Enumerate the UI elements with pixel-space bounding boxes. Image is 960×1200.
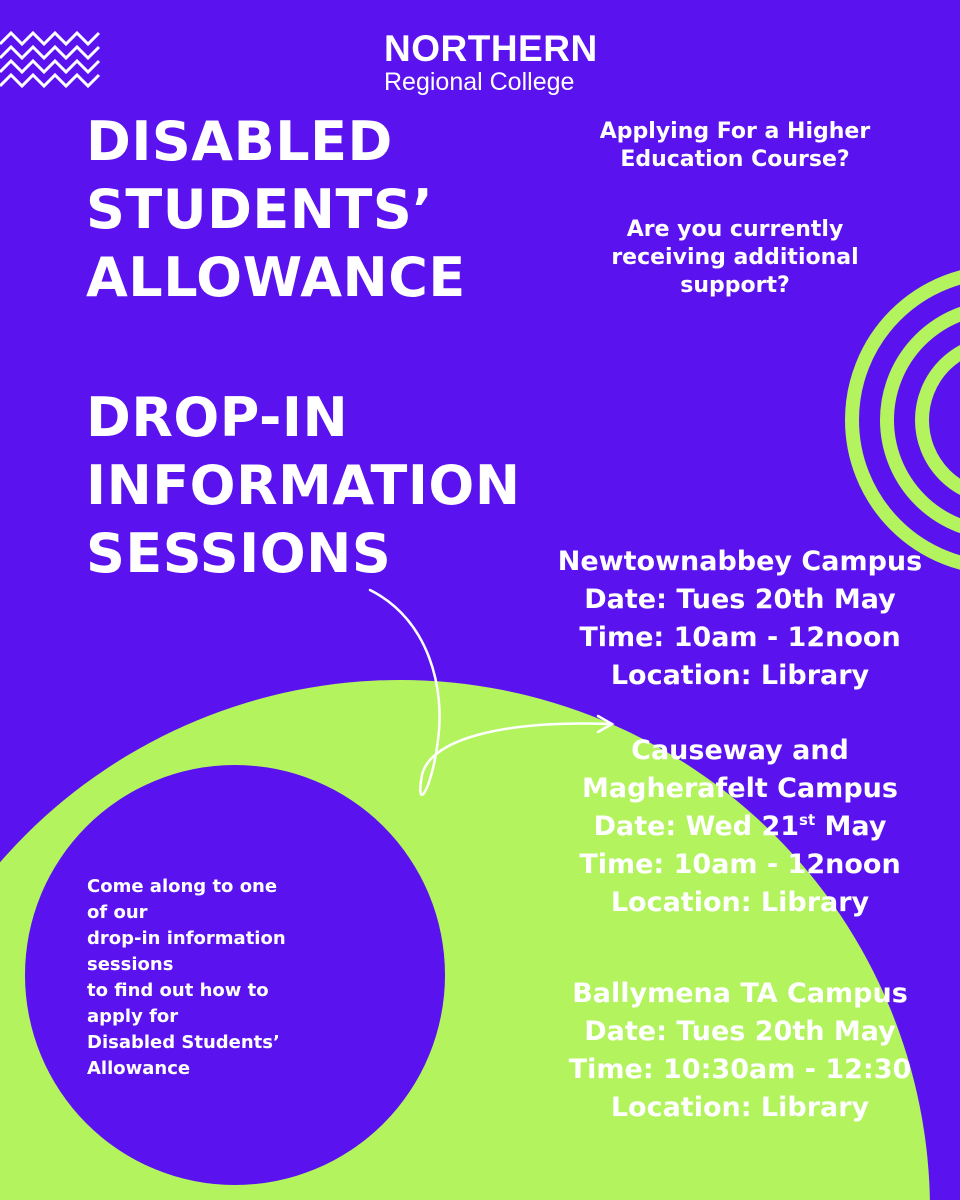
- intro-line: Come along to one: [87, 876, 278, 897]
- session-campus: Causeway and: [631, 735, 849, 766]
- session-date: [520, 808, 960, 846]
- college-logo: [384, 30, 598, 96]
- logo-name: NORTHERN: [384, 28, 598, 69]
- zigzag-icon: [0, 33, 99, 86]
- session-ballymena: [520, 975, 960, 1127]
- question-line: receiving additional: [611, 245, 859, 270]
- session-date-ordinal: st: [799, 811, 816, 829]
- intro-line: sessions: [87, 954, 174, 975]
- intro-line: Allowance: [87, 1058, 191, 1079]
- session-date: Date: Tues 20th May: [584, 584, 896, 615]
- logo-subtitle: Regional College: [384, 68, 575, 96]
- session-newtownabbey: [520, 543, 960, 695]
- session-date-prefix: Date: Wed 21: [593, 811, 800, 842]
- intro-line: drop-in information: [87, 928, 286, 949]
- intro-line: to find out how to: [87, 980, 269, 1001]
- session-date-suffix: May: [815, 811, 887, 842]
- session-campus: Ballymena TA Campus: [572, 978, 908, 1009]
- session-campus: Magherafelt Campus: [582, 773, 898, 804]
- question-additional-support: [570, 216, 900, 300]
- session-date: Date: Tues 20th May: [584, 1016, 896, 1047]
- question-line: Are you currently: [626, 217, 844, 242]
- headline-subtitle-line: SESSIONS: [86, 522, 392, 585]
- question-line: Applying For a Higher: [599, 119, 871, 144]
- session-campus: Newtownabbey Campus: [557, 546, 923, 577]
- session-time: Time: 10am - 12noon: [579, 849, 901, 880]
- concentric-rings-icon: [852, 272, 960, 568]
- headline-title-line: STUDENTS’: [86, 178, 434, 241]
- session-causeway-magherafelt: [520, 732, 960, 922]
- intro-line: apply for: [87, 1006, 179, 1027]
- session-time: Time: 10am - 12noon: [579, 622, 901, 653]
- session-location: Location: Library: [610, 887, 870, 918]
- session-time: Time: 10:30am - 12:30: [568, 1054, 912, 1085]
- intro-text: [87, 874, 367, 1082]
- question-higher-education: [570, 118, 900, 174]
- headline-title: [86, 108, 466, 312]
- headline-title-line: ALLOWANCE: [86, 246, 466, 309]
- intro-line: of our: [87, 902, 148, 923]
- headline-title-line: DISABLED: [86, 110, 393, 173]
- question-line: support?: [680, 273, 790, 298]
- session-location: Location: Library: [610, 660, 870, 691]
- headline-subtitle-line: DROP-IN: [86, 386, 349, 449]
- headline-subtitle: [86, 384, 521, 588]
- intro-line: Disabled Students’: [87, 1032, 280, 1053]
- headline-subtitle-line: INFORMATION: [86, 454, 521, 517]
- session-location: Location: Library: [610, 1092, 870, 1123]
- question-line: Education Course?: [620, 147, 850, 172]
